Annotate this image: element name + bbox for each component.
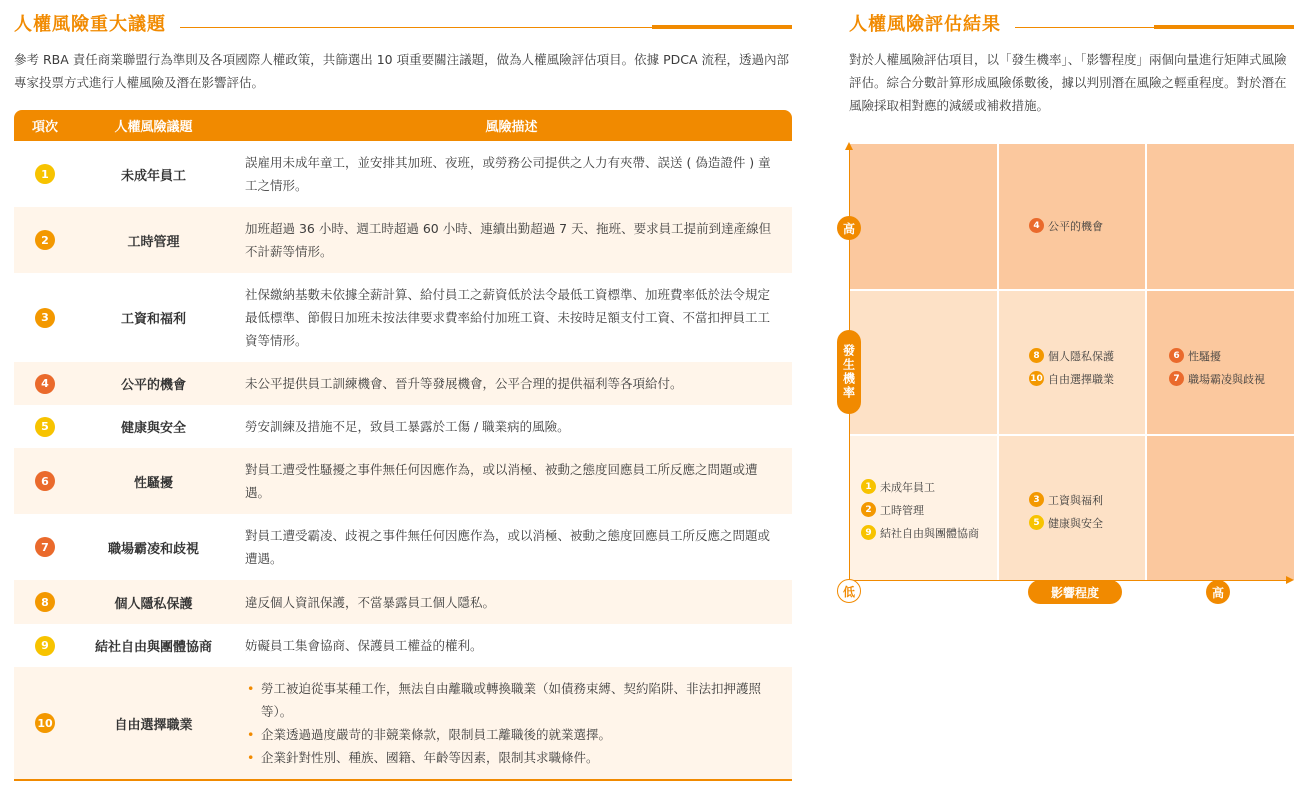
- issue-name: 自由選擇職業: [76, 667, 231, 780]
- risk-description: 妨礙員工集會協商、保護員工權益的權利。: [245, 638, 483, 653]
- number-badge: 6: [1169, 348, 1184, 363]
- table-row: [14, 448, 792, 514]
- matrix-item-label: 職場霸凌與歧視: [1188, 372, 1265, 386]
- row-number-cell: [14, 514, 76, 580]
- matrix-item: [861, 521, 979, 544]
- number-badge: 9: [861, 525, 876, 540]
- table-header-row: [14, 110, 792, 141]
- number-badge: 7: [1169, 371, 1184, 386]
- issue-name: 工資和福利: [120, 312, 186, 327]
- row-number-cell: [14, 448, 76, 514]
- number-badge: 5: [1029, 515, 1044, 530]
- row-number-cell: [14, 667, 76, 780]
- matrix-items-r2c1: [1029, 488, 1103, 534]
- number-badge: 8: [1029, 348, 1044, 363]
- issue-name: 職場霸凌和歧視: [107, 541, 199, 557]
- risk-issues-table: [14, 110, 792, 781]
- bullet-list: [245, 677, 778, 769]
- matrix-cell-r2c2: [1147, 436, 1294, 580]
- matrix-item-label: 公平的機會: [1048, 219, 1103, 233]
- matrix-item-label: 個人隱私保護: [1048, 349, 1114, 363]
- table-row: [14, 273, 792, 362]
- bullet-item: • 勞工被迫從事某種工作，無法自由離職或轉換職業（如債務束縛、契約陷阱、非法扣押護照等）。: [245, 677, 778, 723]
- risk-description: 對員工遭受霸凌、歧視之事件無任何因應作為，或以消極、被動之態度回應員工所反應之問題或遭遇。: [245, 528, 771, 566]
- issue-name: 未成年員工: [120, 168, 186, 184]
- table-row: [14, 667, 792, 780]
- table-row: [14, 514, 792, 580]
- matrix-items-r0c1: [1029, 214, 1103, 237]
- matrix-item: [1029, 511, 1103, 534]
- header-desc: 風險描述: [231, 110, 792, 141]
- matrix-item: [1029, 488, 1103, 511]
- header-no: 項次: [14, 110, 76, 141]
- issues-section-title: [14, 10, 792, 36]
- risk-description: 對員工遭受性騷擾之事件無任何因應作為，或以消極、被動之態度回應員工所反應之問題或遭遇。: [231, 448, 792, 514]
- risk-description: 勞安訓練及措施不足，致員工暴露於工傷 / 職業病的風險。: [245, 419, 570, 434]
- number-badge: 10: [35, 713, 55, 733]
- matrix-cell-r1c0: [850, 291, 997, 434]
- matrix-item: [1029, 367, 1114, 390]
- row-number-cell: [14, 580, 76, 624]
- number-badge: 1: [861, 479, 876, 494]
- matrix-items-r1c2: [1169, 344, 1265, 390]
- x-axis-arrow-icon: [1286, 576, 1294, 584]
- number-badge: 6: [35, 471, 55, 491]
- result-section: [841, 10, 1294, 600]
- row-number-cell: [14, 405, 76, 448]
- x-axis-label: 影響程度: [1028, 580, 1122, 604]
- number-badge: 5: [35, 417, 55, 437]
- number-badge: 8: [35, 592, 55, 612]
- matrix-item-label: 工資與福利: [1048, 493, 1103, 507]
- matrix-item-label: 性騷擾: [1188, 349, 1221, 363]
- table-row: [14, 580, 792, 624]
- matrix-item: [1029, 344, 1114, 367]
- matrix-item-label: 健康與安全: [1048, 516, 1103, 530]
- risk-description: 違反個人資訊保護，不當暴露員工個人隱私。: [231, 580, 792, 624]
- risk-matrix: [841, 144, 1294, 600]
- issue-name: 結社自由與團體協商: [94, 640, 212, 655]
- table-row: [14, 207, 792, 273]
- matrix-item-label: 自由選擇職業: [1048, 372, 1114, 386]
- result-intro: 對於人權風險評估項目，以「發生機率」、「影響程度」兩個向量進行矩陣式風險評估。綜合分數計算形成風險係數後，據以判別潛在風險之輕重程度。對於潛在風險採取相對應的減緩或補救措施。: [849, 52, 1287, 113]
- matrix-item: [861, 498, 979, 521]
- risk-description: 未公平提供員工訓練機會、晉升等發展機會，公平合理的提供福利等各項給付。: [231, 362, 792, 405]
- row-number-cell: [14, 362, 76, 405]
- risk-description: 誤雇用未成年童工，並安排其加班、夜班，或勞務公司提供之人力有夾帶、誤送 ( 偽造證件 ) 童工之情形。: [245, 155, 771, 193]
- result-title: 人權風險評估結果: [849, 14, 1001, 35]
- table-row: [14, 362, 792, 405]
- title-rule: [1015, 23, 1294, 31]
- row-number-cell: [14, 273, 76, 362]
- risk-description: [231, 667, 792, 780]
- result-section-title: [849, 10, 1294, 36]
- issue-name: 健康與安全: [120, 421, 186, 436]
- issues-intro: 參考 RBA 責任商業聯盟行為準則及各項國際人權政策，共篩選出 10 項重要關注議題，做為人權風險評估項目。依據 PDCA 流程，透過內部專家投票方式進行人權風險及潛在影響評估。: [14, 52, 790, 90]
- number-badge: 2: [861, 502, 876, 517]
- issues-title: 人權風險重大議題: [14, 14, 166, 35]
- bullet-item: • 企業透過過度嚴苛的非競業條款，限制員工離職後的就業選擇。: [245, 723, 778, 746]
- header-issue: 人權風險議題: [76, 110, 231, 141]
- number-badge: 9: [35, 636, 55, 656]
- number-badge: 2: [35, 230, 55, 250]
- issues-section: [14, 10, 792, 781]
- risk-description: 加班超過 36 小時、週工時超過 60 小時、連續出勤超過 7 天、拖班、要求員工提前到達產線但不計薪等情形。: [231, 207, 792, 273]
- matrix-cell-r0c2: [1147, 144, 1294, 289]
- number-badge: 3: [1029, 492, 1044, 507]
- issue-name: 個人隱私保護: [76, 580, 231, 624]
- matrix-item: [861, 475, 979, 498]
- number-badge: 7: [35, 537, 55, 557]
- title-rule: [180, 23, 792, 31]
- matrix-items-r2c0: [861, 475, 979, 544]
- row-number-cell: [14, 141, 76, 207]
- issue-name: 公平的機會: [76, 362, 231, 405]
- number-badge: 10: [1029, 371, 1044, 386]
- number-badge: 4: [35, 374, 55, 394]
- issue-name: 性騷擾: [76, 448, 231, 514]
- row-number-cell: [14, 624, 76, 667]
- bullet-item: • 企業針對性別、種族、國籍、年齡等因素，限制其求職條件。: [245, 746, 778, 769]
- origin-low-label: 低: [837, 579, 861, 603]
- matrix-item: [1169, 344, 1265, 367]
- table-row: [14, 405, 792, 448]
- matrix-cell-r0c0: [850, 144, 997, 289]
- row-number-cell: [14, 207, 76, 273]
- matrix-items-r1c1: [1029, 344, 1114, 390]
- matrix-item: [1029, 214, 1103, 237]
- number-badge: 3: [35, 308, 55, 328]
- table-body: [14, 141, 792, 780]
- number-badge: 4: [1029, 218, 1044, 233]
- table-row: [14, 141, 792, 207]
- y-high-label: 高: [837, 216, 861, 240]
- number-badge: 1: [35, 164, 55, 184]
- y-axis-arrow-icon: [845, 142, 853, 150]
- table-row: [14, 624, 792, 667]
- x-high-label: 高: [1206, 580, 1230, 604]
- risk-description: 社保繳納基數未依據全薪計算、給付員工之薪資低於法令最低工資標準、加班費率低於法令規定最低標準、節假日加班未按法律要求費率給付加班工資、未按時足額支付工資、不當扣押員工工資等情形。: [245, 287, 771, 348]
- y-axis-label: 發生機率: [837, 330, 861, 414]
- issue-name: 工時管理: [76, 207, 231, 273]
- matrix-item-label: 結社自由與團體協商: [880, 526, 979, 540]
- matrix-item: [1169, 367, 1265, 390]
- matrix-item-label: 未成年員工: [880, 480, 935, 494]
- matrix-item-label: 工時管理: [880, 503, 924, 517]
